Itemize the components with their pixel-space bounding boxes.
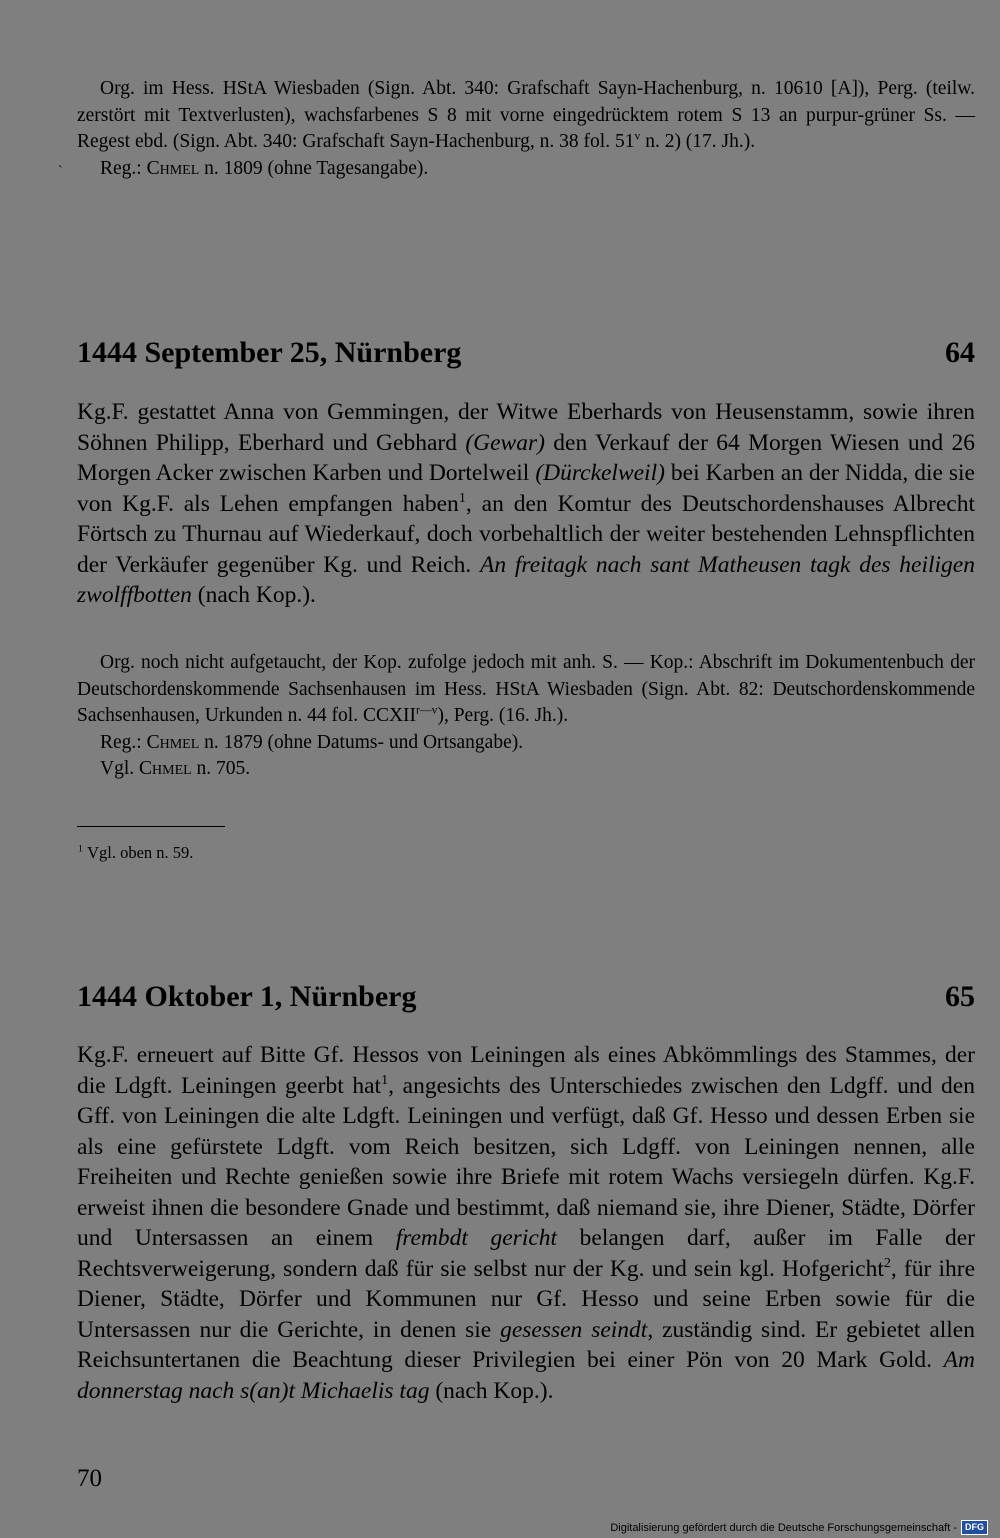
dfg-logo: DFG	[961, 1520, 988, 1535]
footnote-ref: 1	[458, 489, 466, 506]
entry-64-heading	[77, 336, 975, 370]
archive-note-text: Org. im Hess. HStA Wiesbaden (Sign. Abt. 340: Grafschaft Sayn-Hachenburg, n. 10610 [A]), Perg. (teilw. zerstört mit Textverlusten), wachsfarbenes S 8 mit vorne eingedrücktem rotem S 13 an purpur-grüner Ss. — Regest ebd. (Sign. Abt. 340: Grafschaft Sayn-Hachenburg, n. 38 fol. 51$^v$ n. 2) (17. Jh.).	[77, 78, 975, 152]
entry-65-date: 1444 Oktober 1, Nürnberg	[77, 980, 417, 1013]
vgl-line: Vgl. Chmel n. 705.	[100, 758, 251, 779]
reg-line: Reg.: Chmel n. 1809 (ohne Tagesangabe).	[100, 157, 429, 179]
entry-65-heading	[77, 980, 975, 1014]
entry-64-regest: Kg.F. gestattet Anna von Gemmingen, der Witwe Eberhards von Heusenstamm, sowie ihren Söhnen Philipp, Eberhard und Gebhard (Gewar) den Verkauf der 64 Morgen Wiesen und 26 Morgen Acker zwischen Karben und Dortelweil (Dürckelweil) bei Karben an der Nidda, die sie von Kg.F. als Lehen empfangen haben$^1$, an den Komtur des Deutschordenshauses Albrecht Förtsch zu Thurnau auf Wiederkauf, doch vorbehaltlich der weiter bestehenden Lehnspflichten der Verkäufer gegenüber Kg. und Reich. An freitagk nach sant Matheusen tagk des heiligen zwolffbotten (nach Kop.).	[77, 399, 975, 608]
reg-line: Reg.: Chmel n. 1879 (ohne Datums- und Ortsangabe).	[100, 731, 524, 753]
entry-64-date: 1444 September 25, Nürnberg	[77, 336, 462, 369]
funding-footer	[610, 1520, 988, 1535]
footnote-rule	[77, 826, 225, 827]
entry-64-number: 64	[945, 336, 975, 369]
footnote-ref: 1	[381, 1071, 389, 1088]
entry-65-regest: Kg.F. erneuert auf Bitte Gf. Hessos von Leiningen als eines Abkömmlings des Stammes, der die Ldgft. Leiningen geerbt hat$^1$, angesichts des Unterschiedes zwischen den Ldgff. und den Gff. von Leiningen die alte Ldgft. Leiningen und verfügt, daß Gf. Hesso und dessen Erben sie als eine gefürstete Ldgft. vom Reich besitzen, sich Ldgff. von Leiningen nennen, alle Freiheiten und Rechte genießen sowie ihre Briefe mit rotem Wachs versiegeln dürfen. Kg.F. erweist ihnen die besondere Gnade und bestimmt, daß niemand sie, ihre Diener, Städte, Dörfer und Untersassen an einem frembdt gericht belangen darf, außer im Falle der Rechtsverweigerung, sondern daß für sie selbst nur der Kg. und sein kgl. Hofgericht$^2$, für ihre Diener, Städte, Dörfer und Kommunen nur Gf. Hesso und seine Erben sowie für die Untersassen nur die Gerichte, in denen sie gesessen seindt, zuständig sind. Er gebietet allen Reichsuntertanen die Beachtung dieser Privilegien bei einer Pön von 20 Mark Gold. Am donnerstag nach s(an)t Michaelis tag (nach Kop.).	[77, 1042, 976, 1404]
footnote-ref: 2	[883, 1254, 891, 1271]
entry-64-archive-note: Org. noch nicht aufgetaucht, der Kop. zufolge jedoch mit anh. S. — Kop.: Abschrift im Dokumentenbuch der Deutschordenskommende Sachsenhausen im Hess. HStA Wiesbaden (Sign. Abt. 82: Deutschordenskommende Sachsenhausen, Urkunden n. 44 fol. $CCXII^{r—v}$), Perg. (16. Jh.). Reg.: Chmel n. 1879 (ohne Datums- und Ortsangabe). Vgl. Chmel n. 705.	[77, 650, 975, 783]
entry-64-footnote: $^1$ Vgl. oben n. 59.	[78, 843, 194, 862]
entry-65-number: 65	[945, 980, 975, 1013]
page-number: 70	[77, 1465, 102, 1492]
margin-mark: `	[58, 164, 63, 179]
funding-text: Digitalisierung gefördert durch die Deutsche Forschungsgemeinschaft -	[610, 1521, 957, 1534]
top-archive-note	[77, 76, 975, 182]
